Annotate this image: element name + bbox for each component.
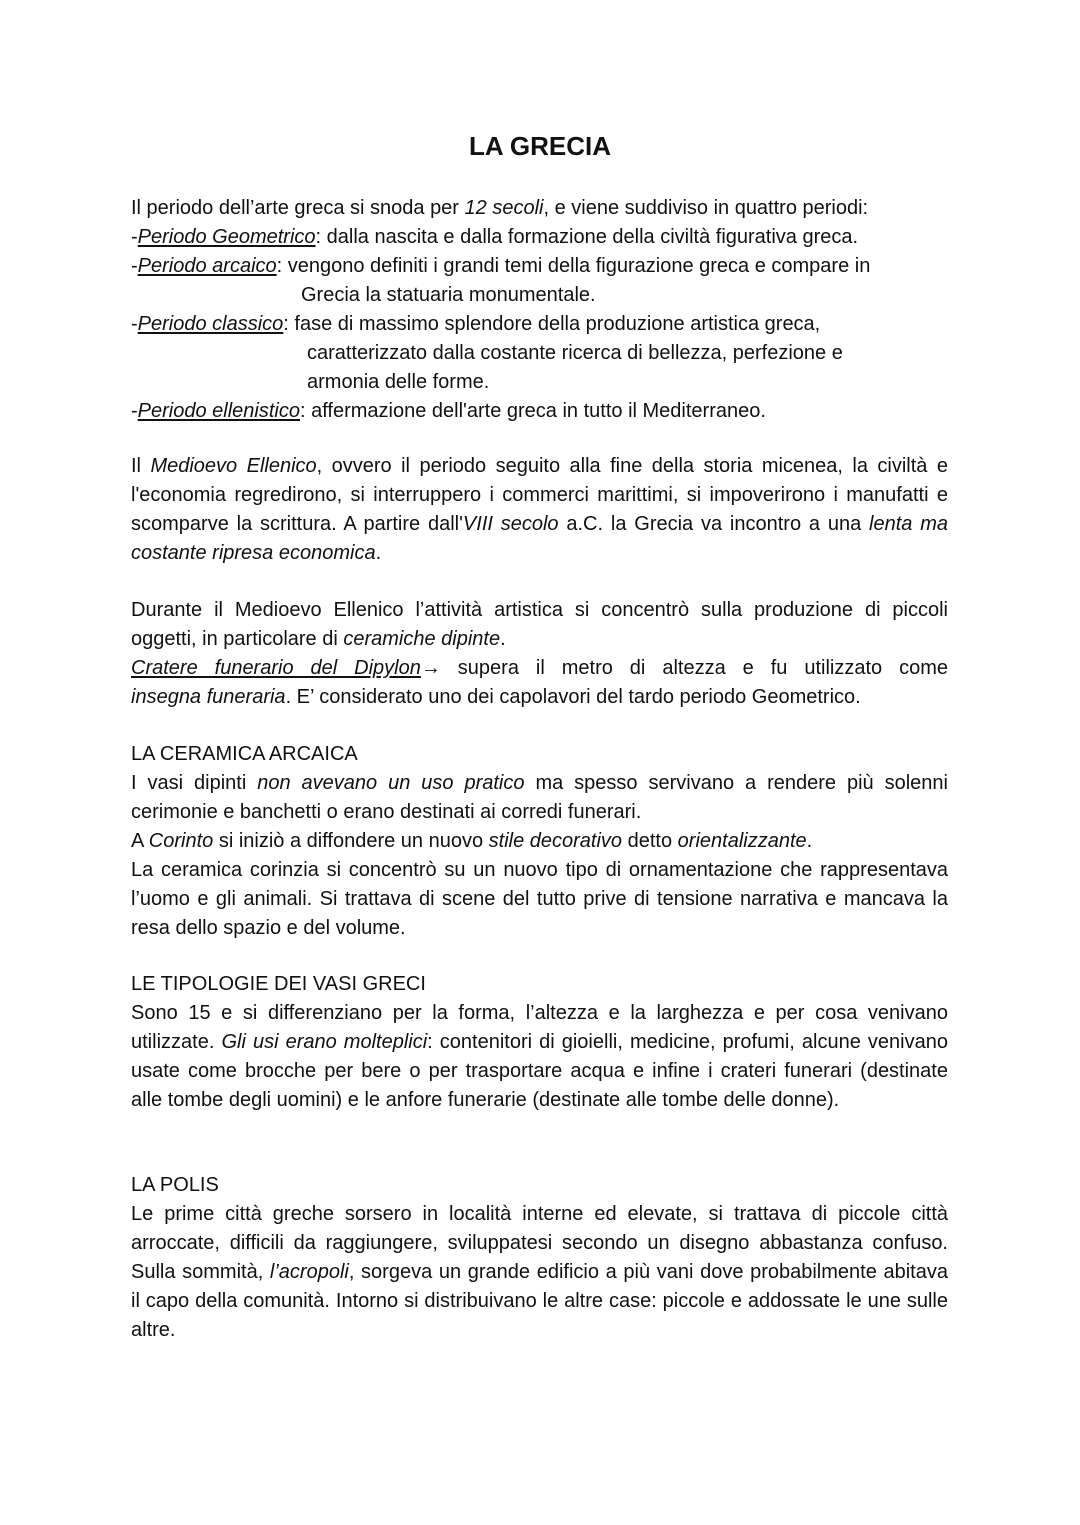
- ceramiche-term: ceramiche dipinte: [343, 628, 501, 650]
- cratere-line: [131, 654, 948, 683]
- insegna-term: insegna funeraria: [131, 686, 286, 708]
- text: Le prime città greche sorsero in località interne ed elevate, si trattava di piccole città arroccate, difficili da raggiungere, sviluppatesi secondo un disegno abbastanza confuso. Sulla sommità,: [131, 1203, 948, 1283]
- text: . E’ considerato uno dei capolavori del tardo periodo Geometrico.: [285, 686, 861, 708]
- period-description-continued: armonia delle forme.: [307, 371, 490, 393]
- tipologie-section: [131, 970, 948, 1115]
- ripresa-term: lenta ma costante ripresa economica: [131, 513, 948, 564]
- period-name: Periodo arcaico: [137, 255, 277, 277]
- intro-centuries: 12 secoli: [464, 197, 544, 219]
- period-dash: -: [131, 226, 138, 248]
- period-dash: -: [131, 400, 138, 422]
- period-item-geometrico: [131, 223, 948, 252]
- text: Il: [131, 455, 151, 477]
- text: detto: [622, 830, 678, 852]
- period-name: Periodo ellenistico: [137, 400, 300, 422]
- text: , ovvero il periodo seguito alla fine della storia micenea, la civiltà e l'economia regredirono, si interruppero i commerci marittimi, si impoverirono i manufatti e scomparve la scrittura. A partire dall': [131, 455, 948, 535]
- text: I vasi dipinti: [131, 772, 258, 794]
- polis-section: [131, 1171, 948, 1345]
- text: , sorgeva un grande edificio a più vani dove probabilmente abitava il capo della comunità. Intorno si distribuivano le altre case: piccole e addossate le une sulle altre.: [131, 1261, 948, 1341]
- acropoli-term: l’acropoli: [269, 1261, 349, 1283]
- medioevo-paragraph: [131, 452, 948, 568]
- text: .: [806, 830, 813, 852]
- period-description: : affermazione dell'arte greca in tutto il Mediterraneo.: [300, 400, 766, 422]
- period-description: : dalla nascita e dalla formazione della civiltà figurativa greca.: [315, 226, 859, 248]
- century-term: VIII secolo: [462, 513, 559, 535]
- text: ma spesso servivano a rendere più solenni cerimonie e banchetti o erano destinati ai corredi funerari.: [131, 772, 948, 823]
- section-heading-tipologie: LE TIPOLOGIE DEI VASI GRECI: [131, 973, 426, 995]
- cratere-term: Cratere funerario del Dipylon: [131, 657, 421, 679]
- text: si iniziò a diffondere un nuovo: [213, 830, 489, 852]
- period-description: : fase di massimo splendore della produzione artistica greca,: [283, 313, 821, 335]
- section-heading-ceramica: LA CERAMICA ARCAICA: [131, 743, 358, 765]
- page-title: LA GRECIA: [468, 131, 612, 161]
- intro-line: [131, 194, 948, 223]
- period-name: Periodo Geometrico: [137, 226, 316, 248]
- period-description-continued: Grecia la statuaria monumentale.: [301, 284, 596, 306]
- text: Durante il Medioevo Ellenico l’attività artistica si concentrò sulla produzione di piccoli oggetti, in particolare di: [131, 599, 948, 650]
- text: a.C. la Grecia va incontro a una: [558, 513, 870, 535]
- text: A: [131, 830, 149, 852]
- corinto-term: Corinto: [148, 830, 214, 852]
- period-description: : vengono definiti i grandi temi della figurazione greca e compare in: [276, 255, 871, 277]
- arrow-icon: →: [420, 657, 441, 679]
- ceramica-section: [131, 740, 948, 943]
- period-item-ellenistico: [131, 397, 948, 426]
- text: .: [375, 542, 382, 564]
- period-name: Periodo classico: [137, 313, 284, 335]
- attivita-paragraph: [131, 596, 948, 712]
- uso-term: non avevano un uso pratico: [257, 772, 525, 794]
- intro-paragraph: [131, 194, 948, 426]
- intro-text: Il periodo dell’arte greca si snoda per: [131, 197, 465, 219]
- section-heading-polis: LA POLIS: [131, 1174, 219, 1196]
- period-item-classico: [131, 310, 948, 339]
- intro-text-end: , e viene suddiviso in quattro periodi:: [543, 197, 869, 219]
- stile-term: stile decorativo: [488, 830, 623, 852]
- orientalizzante-term: orientalizzante: [677, 830, 807, 852]
- period-dash: -: [131, 313, 138, 335]
- cratere-line-2: [131, 683, 948, 712]
- text: Sono 15 e si differenziano per la forma, l’altezza e la larghezza e per cosa venivano utilizzate.: [131, 1002, 948, 1053]
- text: La ceramica corinzia si concentrò su un nuovo tipo di ornamentazione che rappresentava l’uomo e gli animali. Si trattava di scene del tutto prive di tensione narrativa e mancava la resa dello spazio e del volume.: [131, 859, 948, 939]
- period-dash: -: [131, 255, 138, 277]
- period-description-continued: caratterizzato dalla costante ricerca di bellezza, perfezione e: [307, 342, 843, 364]
- text: : contenitori di gioielli, medicine, profumi, alcune venivano usate come brocche per bere o per trasportare acqua e infine i crateri funerari (destinate alle tombe degli uomini) e le anfore funerarie (destinate alle tombe delle donne).: [131, 1031, 948, 1111]
- medioevo-term: Medioevo Ellenico: [150, 455, 317, 477]
- text: .: [500, 628, 506, 650]
- period-item-arcaico: [131, 252, 948, 281]
- usi-term: Gli usi erano molteplici: [221, 1031, 428, 1053]
- text: supera il metro di altezza e fu utilizzato come: [440, 657, 948, 679]
